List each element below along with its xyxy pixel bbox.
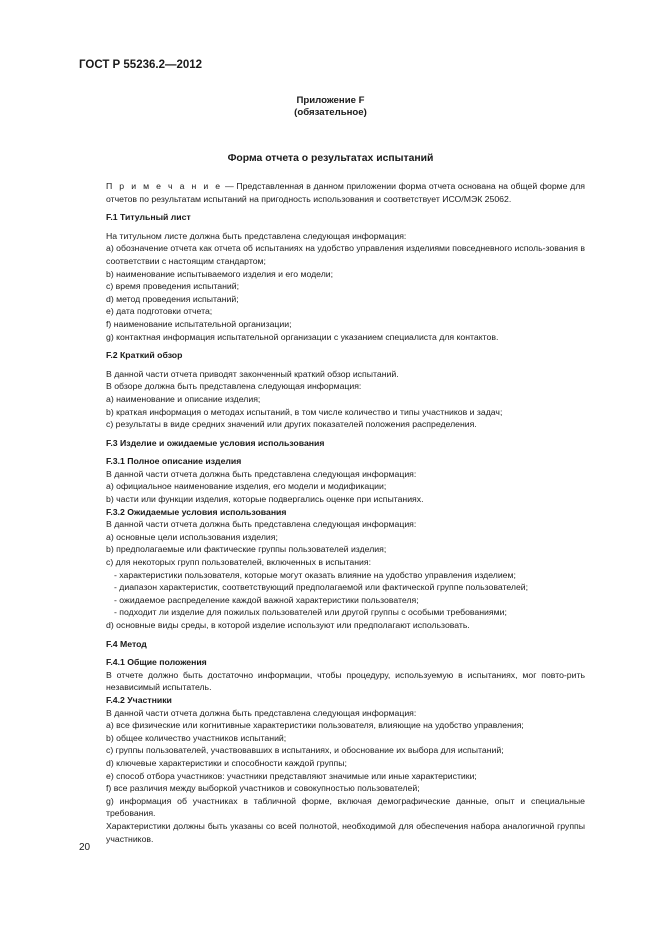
list-item: b) общее количество участников испытаний;	[106, 732, 287, 743]
sub-list-item: - ожидаемое распределение каждой важной характеристики пользователя;	[114, 594, 419, 605]
list-item: a) основные цели использования изделия;	[106, 531, 278, 542]
page-number: 20	[79, 842, 91, 853]
subsection-heading-f41: F.4.1 Общие положения	[106, 657, 207, 668]
f42-intro: В данной части отчета должна быть представлена следующая информация:	[106, 707, 417, 718]
section-heading-f3: F.3 Изделие и ожидаемые условия использования	[106, 437, 325, 448]
list-item: a) наименование и описание изделия;	[106, 393, 261, 404]
sub-list-item: - диапазон характеристик, соответствующий предполагаемой или фактической группе пользователей;	[114, 582, 529, 593]
list-item: e) дата подготовки отчета;	[106, 306, 213, 317]
list-item: g) информация об участниках в табличной форме, включая демографические данные, опыт и специальные требования.	[106, 795, 585, 819]
list-item: g) контактная информация испытательной организации с указанием специалиста для контактов.	[106, 331, 499, 342]
subsection-heading-f31: F.3.1 Полное описание изделия	[106, 456, 242, 467]
section-heading-f1: F.1 Титульный лист	[106, 212, 191, 223]
list-item: b) краткая информация о методах испытаний, в том числе количество и типы участников и задач;	[106, 406, 503, 417]
list-item: d) основные виды среды, в которой изделие используют или предполагают использовать.	[106, 620, 470, 630]
list-item: b) наименование испытываемого изделия и его модели;	[106, 268, 334, 279]
document-body	[80, 180, 585, 845]
appendix-title: Приложение F	[296, 95, 365, 106]
list-item: c) результаты в виде средних значений или других показателей положения распределения.	[106, 419, 477, 430]
list-item: a) официальное наименование изделия, его модели и модификации;	[106, 481, 387, 492]
list-item: e) способ отбора участников: участники представляют значимые или иные характеристики;	[106, 770, 477, 781]
standard-header: ГОСТ Р 55236.2—2012	[79, 59, 203, 71]
sub-list-item: - подходит ли изделие для пожилых пользователей или другой группы с особыми требованиями;	[114, 607, 507, 618]
list-item: b) части или функции изделия, которые подвергались оценке при испытаниях.	[106, 494, 424, 505]
note-paragraph	[80, 180, 585, 205]
list-item: a) обозначение отчета как отчета об испытаниях на удобство управления изделиями повседневного исполь-зования в соответствии с настоящим стандартом;	[106, 243, 585, 266]
sub-list-item: - характеристики пользователя, которые могут оказать влияние на удобство управления изделием;	[114, 569, 516, 580]
subsection-heading-f32: F.3.2 Ожидаемые условия использования	[106, 506, 287, 517]
list-item: d) ключевые характеристики и способности каждой группы;	[106, 757, 347, 768]
f31-intro: В данной части отчета должна быть представлена следующая информация:	[106, 468, 417, 479]
f32-intro: В данной части отчета должна быть представлена следующая информация:	[106, 519, 417, 530]
list-item: f) все различия между выборкой участников и совокупностью пользователей;	[106, 783, 420, 794]
list-item: c) время проведения испытаний;	[106, 281, 239, 292]
f2-paragraph: В данной части отчета приводят законченный краткий обзор испытаний.	[106, 368, 399, 379]
f42-closing: Характеристики должны быть указаны со всей полнотой, необходимой для обеспечения набора аналогичной группы участников.	[106, 820, 585, 844]
subsection-heading-f42: F.4.2 Участники	[106, 694, 172, 705]
list-item: f) наименование испытательной организации;	[106, 318, 292, 329]
list-item: c) для некоторых групп пользователей, включенных в испытания:	[106, 557, 372, 568]
section-heading-f2: F.2 Краткий обзор	[106, 350, 183, 361]
note-text: — Представленная в данном приложении форма отчета основана на общей форме для отчетов по результатам испытаний на пригодность использования и соответствует ИСО/МЭК 25062.	[106, 181, 585, 204]
note-label: П р и м е ч а н и е	[106, 181, 223, 191]
section-heading-f4: F.4 Метод	[106, 638, 147, 649]
f2-paragraph: В обзоре должна быть представлена следующая информация:	[106, 381, 362, 392]
f1-intro: На титульном листе должна быть представлена следующая информация:	[106, 230, 407, 241]
list-item: c) группы пользователей, участвовавших в испытаниях, и обоснование их выбора для испытаний;	[106, 745, 504, 756]
f41-text: В отчете должно быть достаточно информации, чтобы процедуру, используемую в испытаниях, мог повто-рить независимый испытатель.	[106, 669, 585, 693]
list-item: d) метод проведения испытаний;	[106, 293, 239, 304]
list-item: b) предполагаемые или фактические группы пользователей изделия;	[106, 544, 387, 555]
appendix-status: (обязательное)	[294, 107, 367, 118]
list-item: a) все физические или когнитивные характеристики пользователя, влияющие на удобство управления;	[106, 720, 524, 731]
document-title: Форма отчета о результатах испытаний	[227, 153, 434, 164]
